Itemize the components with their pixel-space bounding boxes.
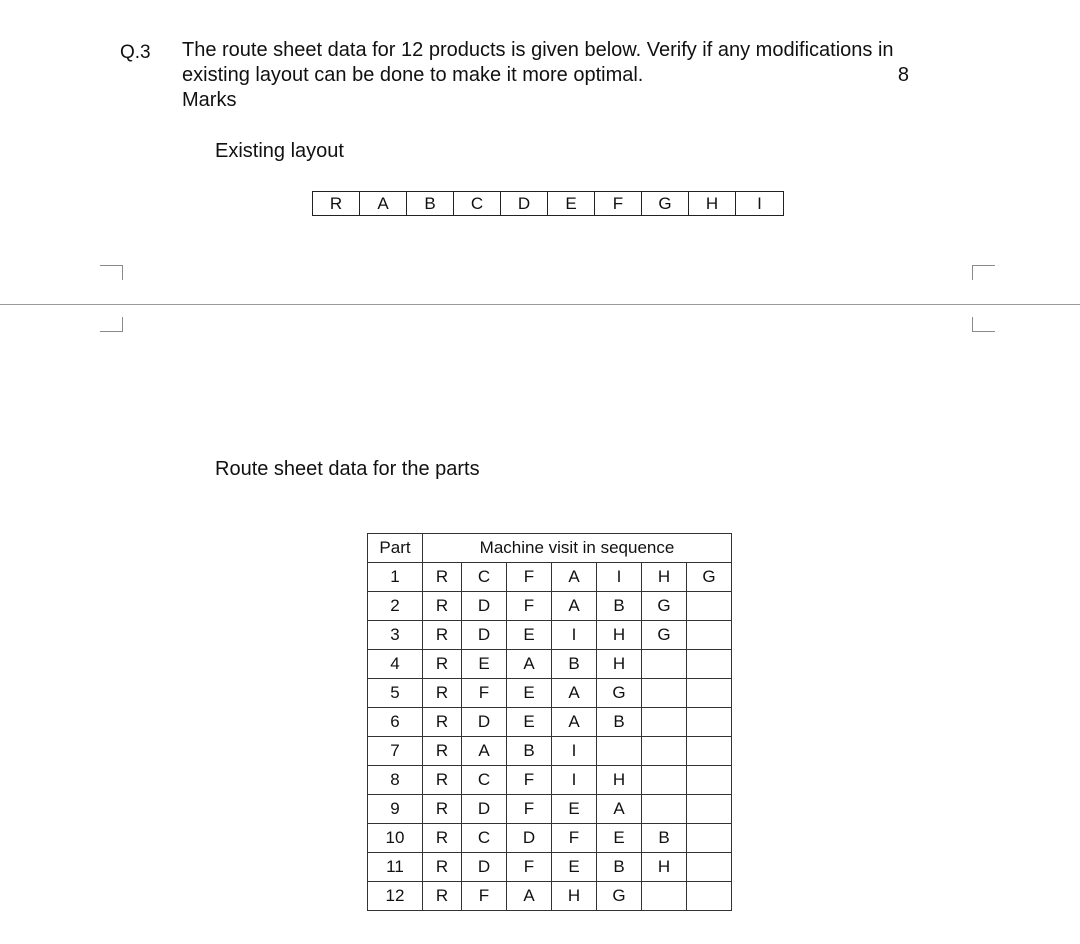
- machine-visit-cell: G: [597, 882, 642, 911]
- machine-visit-cell: [687, 737, 732, 766]
- machine-visit-cell: [687, 766, 732, 795]
- machine-visit-cell: D: [462, 621, 507, 650]
- machine-visit-cell: B: [642, 824, 687, 853]
- table-row: [368, 766, 732, 795]
- machine-visit-cell: R: [423, 563, 462, 592]
- part-number-cell: 2: [368, 592, 423, 621]
- question-line-2-row: [182, 63, 909, 88]
- part-number-cell: 8: [368, 766, 423, 795]
- layout-machine-cell: C: [454, 192, 501, 215]
- machine-visit-cell: F: [507, 563, 552, 592]
- machine-visit-cell: [687, 650, 732, 679]
- layout-machine-cell: D: [501, 192, 548, 215]
- machine-visit-cell: [687, 882, 732, 911]
- question-line-2: existing layout can be done to make it more optimal.: [182, 64, 644, 86]
- machine-visit-cell: H: [642, 853, 687, 882]
- table-row: [368, 737, 732, 766]
- sequence-column-header: Machine visit in sequence: [423, 534, 732, 563]
- machine-visit-cell: H: [597, 766, 642, 795]
- part-number-cell: 1: [368, 563, 423, 592]
- machine-visit-cell: E: [507, 621, 552, 650]
- existing-layout-strip: [312, 191, 784, 216]
- machine-visit-cell: R: [423, 737, 462, 766]
- machine-visit-cell: E: [552, 795, 597, 824]
- machine-visit-cell: E: [552, 853, 597, 882]
- machine-visit-cell: D: [462, 592, 507, 621]
- machine-visit-cell: F: [552, 824, 597, 853]
- machine-visit-cell: [642, 737, 687, 766]
- page-corner-mark: [100, 265, 123, 280]
- part-number-cell: 5: [368, 679, 423, 708]
- table-row: [368, 824, 732, 853]
- machine-visit-cell: I: [597, 563, 642, 592]
- machine-visit-cell: R: [423, 592, 462, 621]
- part-number-cell: 10: [368, 824, 423, 853]
- layout-machine-cell: B: [407, 192, 454, 215]
- marks-label: Marks: [182, 89, 237, 111]
- table-row: [368, 563, 732, 592]
- machine-visit-cell: F: [507, 853, 552, 882]
- part-number-cell: 11: [368, 853, 423, 882]
- machine-visit-cell: A: [507, 650, 552, 679]
- layout-machine-cell: E: [548, 192, 595, 215]
- machine-visit-cell: R: [423, 621, 462, 650]
- machine-visit-cell: A: [462, 737, 507, 766]
- machine-visit-cell: [642, 795, 687, 824]
- machine-visit-cell: A: [552, 592, 597, 621]
- machine-visit-cell: D: [462, 708, 507, 737]
- machine-visit-cell: [687, 592, 732, 621]
- table-header-row: [368, 534, 732, 563]
- table-row: [368, 621, 732, 650]
- machine-visit-cell: R: [423, 708, 462, 737]
- existing-layout-heading: Existing layout: [215, 140, 344, 162]
- machine-visit-cell: D: [507, 824, 552, 853]
- machine-visit-cell: D: [462, 853, 507, 882]
- machine-visit-cell: H: [597, 621, 642, 650]
- machine-visit-cell: [687, 853, 732, 882]
- layout-machine-cell: A: [360, 192, 407, 215]
- machine-visit-cell: A: [552, 563, 597, 592]
- machine-visit-cell: R: [423, 882, 462, 911]
- machine-visit-cell: R: [423, 795, 462, 824]
- table-row: [368, 882, 732, 911]
- machine-visit-cell: G: [687, 563, 732, 592]
- layout-machine-cell: G: [642, 192, 689, 215]
- machine-visit-cell: R: [423, 679, 462, 708]
- machine-visit-cell: F: [507, 592, 552, 621]
- machine-visit-cell: R: [423, 853, 462, 882]
- machine-visit-cell: I: [552, 621, 597, 650]
- marks-value: 8: [897, 64, 909, 86]
- page-corner-mark: [100, 317, 123, 332]
- machine-visit-cell: D: [462, 795, 507, 824]
- machine-visit-cell: [597, 737, 642, 766]
- machine-visit-cell: [642, 650, 687, 679]
- layout-machine-cell: H: [689, 192, 736, 215]
- machine-visit-cell: B: [597, 708, 642, 737]
- layout-machine-cell: I: [757, 194, 762, 213]
- machine-visit-cell: A: [552, 679, 597, 708]
- machine-visit-cell: [687, 824, 732, 853]
- layout-machine-cell: F: [595, 192, 642, 215]
- machine-visit-cell: I: [552, 766, 597, 795]
- machine-visit-cell: [687, 621, 732, 650]
- machine-visit-cell: E: [507, 708, 552, 737]
- machine-visit-cell: G: [597, 679, 642, 708]
- machine-visit-cell: [642, 708, 687, 737]
- page-corner-mark: [972, 317, 995, 332]
- part-number-cell: 7: [368, 737, 423, 766]
- machine-visit-cell: G: [642, 592, 687, 621]
- machine-visit-cell: E: [507, 679, 552, 708]
- part-number-cell: 12: [368, 882, 423, 911]
- machine-visit-cell: I: [552, 737, 597, 766]
- table-row: [368, 708, 732, 737]
- machine-visit-cell: A: [507, 882, 552, 911]
- machine-visit-cell: C: [462, 824, 507, 853]
- machine-visit-cell: G: [642, 621, 687, 650]
- machine-visit-cell: A: [552, 708, 597, 737]
- machine-visit-cell: F: [507, 795, 552, 824]
- machine-visit-cell: E: [462, 650, 507, 679]
- part-column-header: Part: [368, 534, 423, 563]
- machine-visit-cell: A: [597, 795, 642, 824]
- table-row: [368, 795, 732, 824]
- machine-visit-cell: [642, 882, 687, 911]
- machine-visit-cell: [642, 766, 687, 795]
- machine-visit-cell: B: [597, 592, 642, 621]
- part-number-cell: 3: [368, 621, 423, 650]
- part-number-cell: 6: [368, 708, 423, 737]
- machine-visit-cell: R: [423, 766, 462, 795]
- route-sheet-heading: Route sheet data for the parts: [215, 458, 480, 480]
- table-row: [368, 592, 732, 621]
- machine-visit-cell: F: [462, 679, 507, 708]
- route-sheet-table: [367, 533, 732, 911]
- part-number-cell: 4: [368, 650, 423, 679]
- machine-visit-cell: [642, 679, 687, 708]
- machine-visit-cell: B: [552, 650, 597, 679]
- machine-visit-cell: C: [462, 766, 507, 795]
- table-row: [368, 853, 732, 882]
- machine-visit-cell: C: [462, 563, 507, 592]
- machine-visit-cell: [687, 679, 732, 708]
- page-break-divider: [0, 304, 1080, 305]
- machine-visit-cell: H: [597, 650, 642, 679]
- machine-visit-cell: R: [423, 824, 462, 853]
- machine-visit-cell: [687, 708, 732, 737]
- layout-machine-cell: R: [313, 192, 360, 215]
- machine-visit-cell: E: [597, 824, 642, 853]
- question-text: [182, 38, 982, 113]
- table-row: [368, 650, 732, 679]
- machine-visit-cell: F: [462, 882, 507, 911]
- machine-visit-cell: H: [552, 882, 597, 911]
- machine-visit-cell: H: [642, 563, 687, 592]
- machine-visit-cell: [687, 795, 732, 824]
- question-line-1: The route sheet data for 12 products is given below. Verify if any modifications in: [182, 39, 894, 61]
- question-number: Q.3: [120, 42, 151, 63]
- part-number-cell: 9: [368, 795, 423, 824]
- machine-visit-cell: B: [507, 737, 552, 766]
- table-row: [368, 679, 732, 708]
- machine-visit-cell: B: [597, 853, 642, 882]
- machine-visit-cell: F: [507, 766, 552, 795]
- page-corner-mark: [972, 265, 995, 280]
- machine-visit-cell: R: [423, 650, 462, 679]
